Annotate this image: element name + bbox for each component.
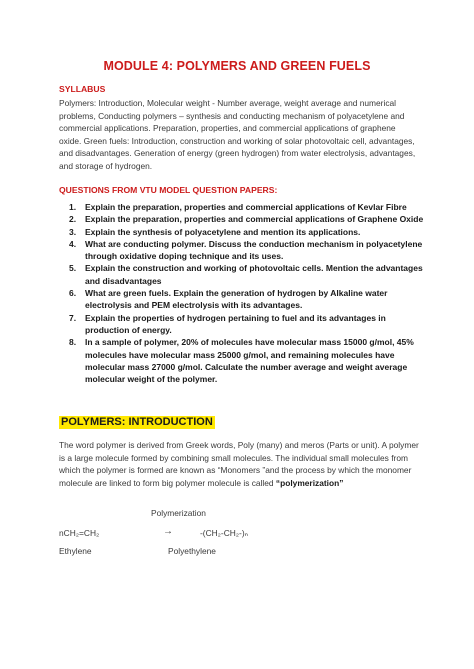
questions-heading: QUESTIONS FROM VTU MODEL QUESTION PAPERS: (59, 185, 278, 195)
syllabus-heading: SYLLABUS (59, 84, 106, 94)
question-item (69, 262, 424, 287)
reaction-arrow-icon: → (163, 526, 173, 537)
question-number: 2. (69, 214, 77, 225)
page-title: MODULE 4: POLYMERS AND GREEN FUELS (103, 59, 371, 73)
reaction-product: -(CH₂-CH₂-)ₙ (200, 528, 248, 538)
question-item (69, 287, 424, 312)
question-number: 7. (69, 312, 77, 323)
question-item (69, 226, 424, 238)
reaction-label: Polymerization (151, 508, 206, 518)
question-text: What are conducting polymer. Discuss the conduction mechanism in polyacetylene through oxidative doping technique and its uses. (85, 238, 423, 262)
polymerization-term: “polymerization” (275, 477, 344, 488)
question-item (69, 312, 424, 337)
question-item (69, 213, 424, 225)
question-item (69, 336, 424, 385)
question-text: Explain the preparation, properties and commercial applications of Kevlar Fibre (85, 202, 407, 212)
question-text: Explain the preparation, properties and commercial applications of Graphene Oxide (85, 214, 424, 225)
question-number: 6. (69, 288, 77, 299)
question-text: In a sample of polymer, 20% of molecules have molecular mass 15000 g/mol, 45% molecules have molecular mass 25000 g/mol, and remaining molecules have molecular mass 27000 g/mol. Calculate the number average and weight average molecular weight of the polymer. (85, 337, 414, 385)
polymers-intro-paragraph (59, 439, 419, 489)
product-name: Polyethylene (168, 546, 216, 556)
question-number: 4. (69, 238, 77, 249)
question-text: What are green fuels. Explain the generation of hydrogen by Alkaline water electrolysis and PEM electrolysis with its advantages. (85, 288, 388, 311)
question-number: 5. (69, 263, 77, 274)
intro-text: The word polymer is derived from Greek words, Poly (many) and meros (Parts or unit). A polymer is a large molecule formed by combining small molecules. The individual small molecules from which the polymer is formed are known as “Monomers ”and the process by which the monomer molecule are linked to form big polymer molecule is called (59, 440, 419, 488)
questions-list (69, 201, 424, 385)
question-item (69, 238, 424, 263)
reactant-name: Ethylene (59, 546, 92, 556)
question-text: Explain the properties of hydrogen pertaining to fuel and its advantages in production of energy. (85, 312, 386, 335)
question-text: Explain the synthesis of polyacetylene and mention its applications. (85, 226, 361, 237)
question-item (69, 201, 424, 213)
question-number: 3. (69, 226, 77, 237)
question-number: 8. (69, 337, 77, 348)
question-text: Explain the construction and working of photovoltaic cells. Mention the advantages and disadvantages (85, 263, 423, 286)
question-number: 1. (69, 202, 77, 212)
polymers-intro-heading: POLYMERS: INTRODUCTION (61, 416, 213, 428)
reaction-reactant: nCH₂=CH₂ (59, 528, 100, 538)
syllabus-body: Polymers: Introduction, Molecular weight - Number average, weight average and numerical problems, Conducting polymers – synthesis and conducting mechanism of polyacetylene and commercial applications. Preparation, properties, and commercial applications of graphene oxide. Green fuels: Introduction, construction and working of solar photovoltaic cell, advantages, and disadvantages. Generation of energy (green hydrogen) from water electrolysis, advantages, and storage of hydrogen. (59, 98, 416, 171)
